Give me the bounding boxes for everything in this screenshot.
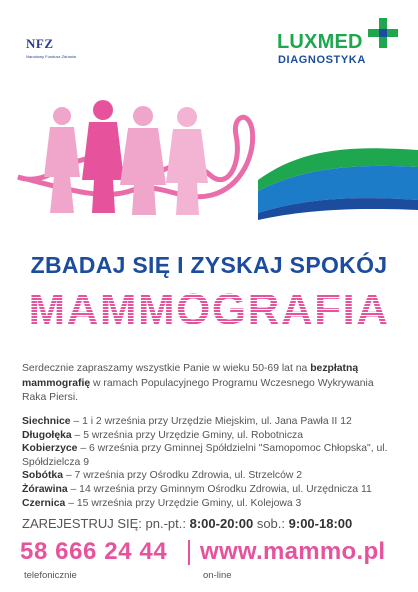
location-town: Siechnice bbox=[22, 416, 71, 427]
register-label: ZAREJESTRUJ SIĘ: pn.-pt.: bbox=[22, 516, 190, 531]
website-link[interactable]: www.mammo.pl bbox=[200, 538, 386, 565]
location-town: Długołęka bbox=[22, 429, 72, 441]
phone-number[interactable]: 58 666 24 44 bbox=[20, 538, 168, 565]
list-item bbox=[22, 483, 400, 497]
saturday-label: sob.: bbox=[253, 516, 289, 531]
location-details: – 14 września przy Gminnym Ośrodku Zdrowia, ul. Urzędnicza 11 bbox=[67, 483, 372, 495]
weekday-hours: 8:00-20:00 bbox=[189, 516, 254, 531]
phone-caption: telefonicznie bbox=[24, 570, 77, 581]
list-item bbox=[22, 497, 400, 511]
saturday-hours: 9:00-18:00 bbox=[288, 516, 353, 531]
locations-list bbox=[22, 415, 400, 510]
intro-text bbox=[22, 362, 400, 406]
location-details: – 6 września przy Gminnej Spółdzielni "Samopomoc Chłopska", ul. Spółdzielcza 9 bbox=[22, 443, 388, 468]
nfz-logo-mark: NFZ bbox=[26, 36, 54, 51]
list-item bbox=[22, 442, 400, 469]
list-item bbox=[22, 415, 400, 429]
website-caption: on-line bbox=[203, 570, 232, 581]
list-item bbox=[22, 469, 400, 483]
headline: ZBADAJ SIĘ I ZYSKAJ SPOKÓJ bbox=[30, 252, 388, 278]
location-town: Czernica bbox=[22, 497, 66, 509]
intro-post: w ramach Populacyjnego Programu Wczesnego Wykrywania Raka Piersi. bbox=[22, 377, 374, 403]
location-town: Sobótka bbox=[22, 470, 63, 482]
divider bbox=[188, 540, 190, 565]
wave-graphic bbox=[258, 148, 418, 220]
location-details: – 15 września przy Urzędzie Gminy, ul. Kolejowa 3 bbox=[65, 497, 302, 509]
luxmed-brand: LUXMED bbox=[277, 31, 363, 53]
woman-figure bbox=[120, 106, 166, 215]
woman-figure bbox=[44, 107, 80, 213]
nfz-logo bbox=[26, 36, 96, 59]
intro-pre: Serdecznie zapraszamy wszystkie Panie w wieku 50-69 lat na bbox=[22, 363, 311, 374]
title: MAMMOGRAFIA bbox=[18, 286, 400, 334]
location-details: – 5 września przy Urzędzie Gminy, ul. Robotnicza bbox=[71, 429, 304, 441]
women-illustration bbox=[0, 95, 418, 245]
location-town: Kobierzyce bbox=[22, 443, 78, 455]
luxmed-cross-icon bbox=[368, 18, 398, 48]
luxmed-logo bbox=[277, 18, 407, 73]
intro-bold: bezpłatną mammografię bbox=[22, 363, 359, 389]
location-details: – 1 i 2 września przy Urzędzie Miejskim, ul. Jana Pawła II 12 bbox=[70, 416, 352, 427]
nfz-logo-name: Narodowy Fundusz Zdrowia bbox=[26, 54, 76, 59]
luxmed-subtitle: DIAGNOSTYKA bbox=[278, 54, 366, 66]
location-town: Żórawina bbox=[22, 483, 68, 495]
location-details: – 7 września przy Ośrodku Zdrowia, ul. Strzelców 2 bbox=[63, 470, 303, 482]
registration-hours bbox=[22, 516, 352, 532]
list-item bbox=[22, 429, 400, 443]
